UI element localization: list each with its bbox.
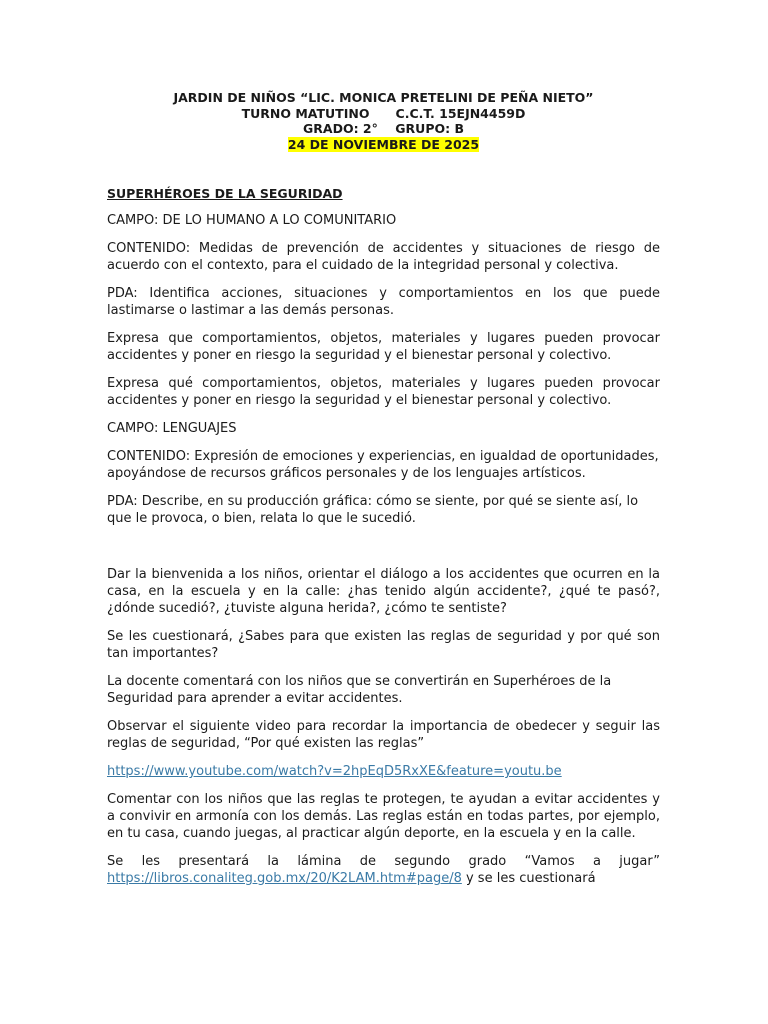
observar-paragraph: Observar el siguiente video para recordar la importancia de obedecer y seguir las reglas de seguridad, “Por qué existen las reglas”: [107, 719, 660, 751]
grade-group: GRADO: 2° GRUPO: B: [303, 121, 464, 136]
bienvenida-paragraph: Dar la bienvenida a los niños, orientar el diálogo a los accidentes que ocurren en la casa, en la escuela y en la calle: ¿has tenido algún accidente?, ¿qué te pasó?, ¿dónde sucedió?, ¿tuviste alguna herida?, ¿cómo te sentiste?: [107, 567, 660, 616]
shift-and-cct: TURNO MATUTINO C.C.T. 15EJN4459D: [241, 105, 526, 121]
blank-spacer: [107, 538, 660, 566]
cuestionara-paragraph: Se les cuestionará, ¿Sabes para que existen las reglas de seguridad y por qué son tan importantes?: [107, 629, 660, 661]
school-name: JARDIN DE NIÑOS “LIC. MONICA PRETELINI DE PEÑA NIETO”: [173, 90, 594, 105]
video-link[interactable]: https://www.youtube.com/watch?v=2hpEqD5RxXE&feature=youtu.be: [107, 764, 562, 779]
pda-paragraph: PDA: Identifica acciones, situaciones y comportamientos en los que puede lastimarse o lastimar a las demás personas.: [107, 286, 660, 318]
campo-paragraph-2: CAMPO: LENGUAJES: [107, 421, 237, 436]
contenido-paragraph: CONTENIDO: Medidas de prevención de accidentes y situaciones de riesgo de acuerdo con el contexto, para el cuidado de la integridad personal y colectiva.: [107, 241, 660, 273]
lamina-link[interactable]: https://libros.conaliteg.gob.mx/20/K2LAM.htm#page/8: [107, 871, 462, 886]
docente-paragraph: La docente comentará con los niños que se convertirán en Superhéroes de la Seguridad para aprender a evitar accidentes.: [107, 674, 612, 706]
activity-title: SUPERHÉROES DE LA SEGURIDAD: [107, 186, 343, 201]
campo-paragraph: CAMPO: DE LO HUMANO A LO COMUNITARIO: [107, 213, 397, 228]
lamina-link-line: [107, 870, 660, 887]
document-body: [107, 90, 660, 887]
contenido-paragraph-2: CONTENIDO: Expresión de emociones y experiencias, en igualdad de oportunidades, apoyándose de recursos gráficos personales y de los lenguajes artísticos.: [107, 449, 659, 481]
expresa-paragraph-2: Expresa qué comportamientos, objetos, materiales y lugares pueden provocar accidentes y poner en riesgo la seguridad y el bienestar personal y colectivo.: [107, 376, 660, 408]
lamina-tail-text: y se les cuestionará: [461, 871, 596, 886]
video-link-paragraph: [107, 763, 660, 780]
comentar-paragraph: Comentar con los niños que las reglas te protegen, te ayudan a evitar accidentes y a convivir en armonía con los demás. Las reglas están en todas partes, por ejemplo, en tu casa, cuando juegas, al practicar algún deporte, en la escuela y en la calle.: [107, 792, 660, 841]
document-header: [107, 90, 660, 152]
expresa-paragraph: Expresa que comportamientos, objetos, materiales y lugares pueden provocar accidentes y poner en riesgo la seguridad y el bienestar personal y colectivo.: [107, 331, 660, 363]
lamina-paragraph: Se les presentará la lámina de segundo grado “Vamos a jugar”: [107, 854, 660, 869]
pda-paragraph-2: PDA: Describe, en su producción gráfica: cómo se siente, por qué se siente así, lo que le provoca, o bien, relata lo que le sucedió.: [107, 494, 639, 526]
highlighted-date: 24 DE NOVIEMBRE DE 2025: [287, 136, 480, 152]
